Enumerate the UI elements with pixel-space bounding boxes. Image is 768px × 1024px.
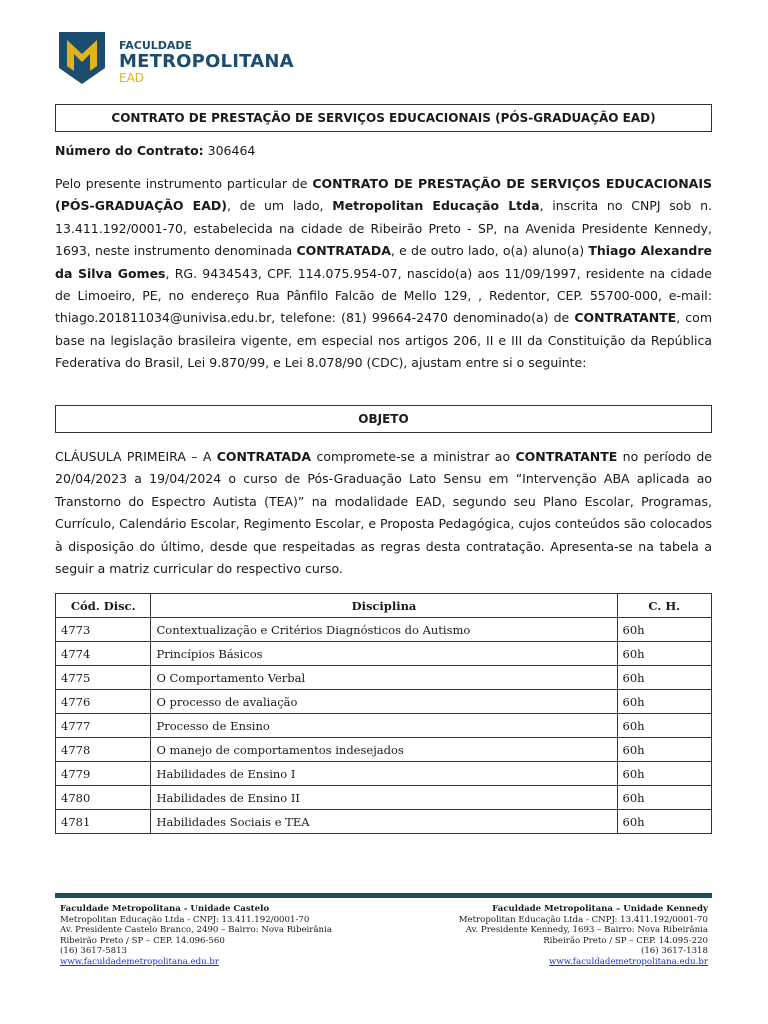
cell-code: 4779	[56, 762, 151, 786]
intro-contratante: CONTRATANTE	[574, 310, 677, 326]
logo	[57, 30, 317, 86]
cell-discipline: Contextualização e Critérios Diagnósticos do Autismo	[151, 618, 617, 642]
footer-left-address: Av. Presidente Castelo Branco, 2490 – Bairro: Nova Ribeirânia	[60, 925, 332, 936]
intro-text: , de um lado,	[226, 198, 333, 214]
contract-number	[55, 143, 255, 158]
clause-contratante: CONTRATANTE	[515, 449, 618, 464]
footer-right-title: Faculdade Metropolitana – Unidade Kennedy	[492, 904, 708, 914]
logo-line-metropolitana: METROPOLITANA	[119, 51, 294, 72]
intro-contratada: CONTRATADA	[296, 243, 391, 259]
cell-discipline: Processo de Ensino	[151, 714, 617, 738]
cell-hours: 60h	[617, 618, 711, 642]
table-row	[56, 762, 712, 786]
clause-contratada: CONTRATADA	[216, 449, 312, 464]
footer-left-city: Ribeirão Preto / SP – CEP. 14.096-560	[60, 935, 225, 946]
footer-right-cnpj: Metropolitan Educação Ltda - CNPJ: 13.411.192/0001-70	[458, 914, 708, 925]
curriculum-table	[55, 593, 712, 834]
intro-text: Pelo presente instrumento particular de	[55, 176, 313, 191]
table-row	[56, 738, 712, 762]
table-row	[56, 642, 712, 666]
intro-text: , com base na legislação brasileira vigente, em especial nos artigos 206, II e III da Constituição da República Federativa do Brasil, Lei 9.870/99, e Lei 8.078/90 (CDC), ajustam entre si o seguinte:	[55, 310, 712, 371]
cell-discipline: O Comportamento Verbal	[151, 666, 617, 690]
footer-right-website-link[interactable]: www.faculdademetropolitana.edu.br	[549, 956, 708, 967]
intro-text: , RG. 9434543, CPF. 114.075.954-07, nascido(a) aos 11/09/1997, residente na cidade de Limoeiro, PE, no endereço Rua Pânfilo Falcão de Mello 129, , Redentor, CEP. 55700-000, e-mail: thiago.201811034@univisa.edu.br, telefone: (81) 99664-2470 denominado(a) de	[55, 265, 712, 326]
cell-discipline: Habilidades de Ensino I	[151, 762, 617, 786]
cell-discipline: Habilidades de Ensino II	[151, 786, 617, 810]
clause-text: compromete-se a ministrar ao	[311, 449, 516, 464]
header-hours: C. H.	[617, 594, 711, 618]
cell-hours: 60h	[617, 762, 711, 786]
clause-first-paragraph	[55, 446, 712, 580]
cell-code: 4780	[56, 786, 151, 810]
table-row	[56, 690, 712, 714]
contract-number-label: Número do Contrato:	[55, 143, 204, 158]
cell-hours: 60h	[617, 642, 711, 666]
footer-right-city: Ribeirão Preto / SP – CEP. 14.095-220	[543, 935, 708, 946]
footer-left-cnpj: Metropolitan Educação Ltda - CNPJ: 13.411.192/0001-70	[60, 914, 310, 925]
cell-discipline: O manejo de comportamentos indesejados	[151, 738, 617, 762]
logo-line-ead: EAD	[119, 71, 145, 85]
footer-right-address: Av. Presidente Kennedy, 1693 – Bairro: Nova Ribeirânia	[465, 925, 708, 936]
footer-left-website-link[interactable]: www.faculdademetropolitana.edu.br	[60, 956, 219, 967]
table-row	[56, 810, 712, 834]
cell-discipline: O processo de avaliação	[151, 690, 617, 714]
cell-code: 4774	[56, 642, 151, 666]
cell-hours: 60h	[617, 810, 711, 834]
table-row	[56, 714, 712, 738]
cell-discipline: Habilidades Sociais e TEA	[151, 810, 617, 834]
intro-student-name: Thiago Alexandre da Silva Gomes	[55, 243, 712, 281]
intro-text: , inscrita no CNPJ sob n. 13.411.192/0001-70, estabelecida na cidade de Ribeirão Preto - SP, na Avenida Presidente Kennedy, 1693, neste instrumento denominada	[55, 198, 712, 259]
cell-discipline: Princípios Básicos	[151, 642, 617, 666]
cell-hours: 60h	[617, 690, 711, 714]
footer-left-phone: (16) 3617-5813	[60, 946, 128, 957]
header-discipline: Disciplina	[151, 594, 617, 618]
footer-left-castelo	[60, 904, 332, 968]
logo-emblem-icon	[57, 30, 107, 86]
intro-company-name: Metropolitan Educação Ltda	[332, 198, 540, 214]
footer-divider	[55, 893, 712, 898]
cell-hours: 60h	[617, 714, 711, 738]
logo-line-faculdade: FACULDADE	[119, 39, 193, 52]
contract-title: CONTRATO DE PRESTAÇÃO DE SERVIÇOS EDUCACIONAIS (PÓS-GRADUAÇÃO EAD)	[55, 104, 712, 132]
footer-left-title: Faculdade Metropolitana - Unidade Castelo	[60, 904, 270, 914]
cell-code: 4777	[56, 714, 151, 738]
footer-right-kennedy	[459, 904, 708, 968]
section-objeto-title: OBJETO	[55, 405, 712, 433]
contract-number-value: 306464	[207, 143, 256, 158]
cell-code: 4773	[56, 618, 151, 642]
clause-text: no período de 20/04/2023 a 19/04/2024 o curso de Pós-Graduação Lato Sensu em “Intervenção ABA aplicada ao Transtorno do Espectro Autista (TEA)” na modalidade EAD, segundo seu Plano Escolar, Programas, Currículo, Calendário Escolar, Regimento Escolar, e Proposta Pedagógica, cujos conteúdos são colocados à disposição do último, desde que respeitadas as regras desta contratação. Apresenta-se na tabela a seguir a matriz curricular do respectivo curso.	[55, 449, 712, 577]
cell-code: 4781	[56, 810, 151, 834]
table-row	[56, 618, 712, 642]
clause-text: CLÁUSULA PRIMEIRA – A	[55, 449, 217, 464]
table-row	[56, 786, 712, 810]
footer-right-phone: (16) 3617-1318	[640, 946, 708, 957]
cell-hours: 60h	[617, 738, 711, 762]
intro-text: , e de outro lado, o(a) aluno(a)	[390, 243, 589, 259]
intro-paragraph	[55, 173, 712, 375]
intro-contract-type: CONTRATO DE PRESTAÇÃO DE SERVIÇOS EDUCACIONAIS (PÓS-GRADUAÇÃO EAD)	[55, 176, 712, 214]
table-row	[56, 666, 712, 690]
cell-code: 4778	[56, 738, 151, 762]
cell-hours: 60h	[617, 666, 711, 690]
cell-code: 4776	[56, 690, 151, 714]
table-header-row	[56, 594, 712, 618]
cell-hours: 60h	[617, 786, 711, 810]
header-code: Cód. Disc.	[56, 594, 151, 618]
cell-code: 4775	[56, 666, 151, 690]
